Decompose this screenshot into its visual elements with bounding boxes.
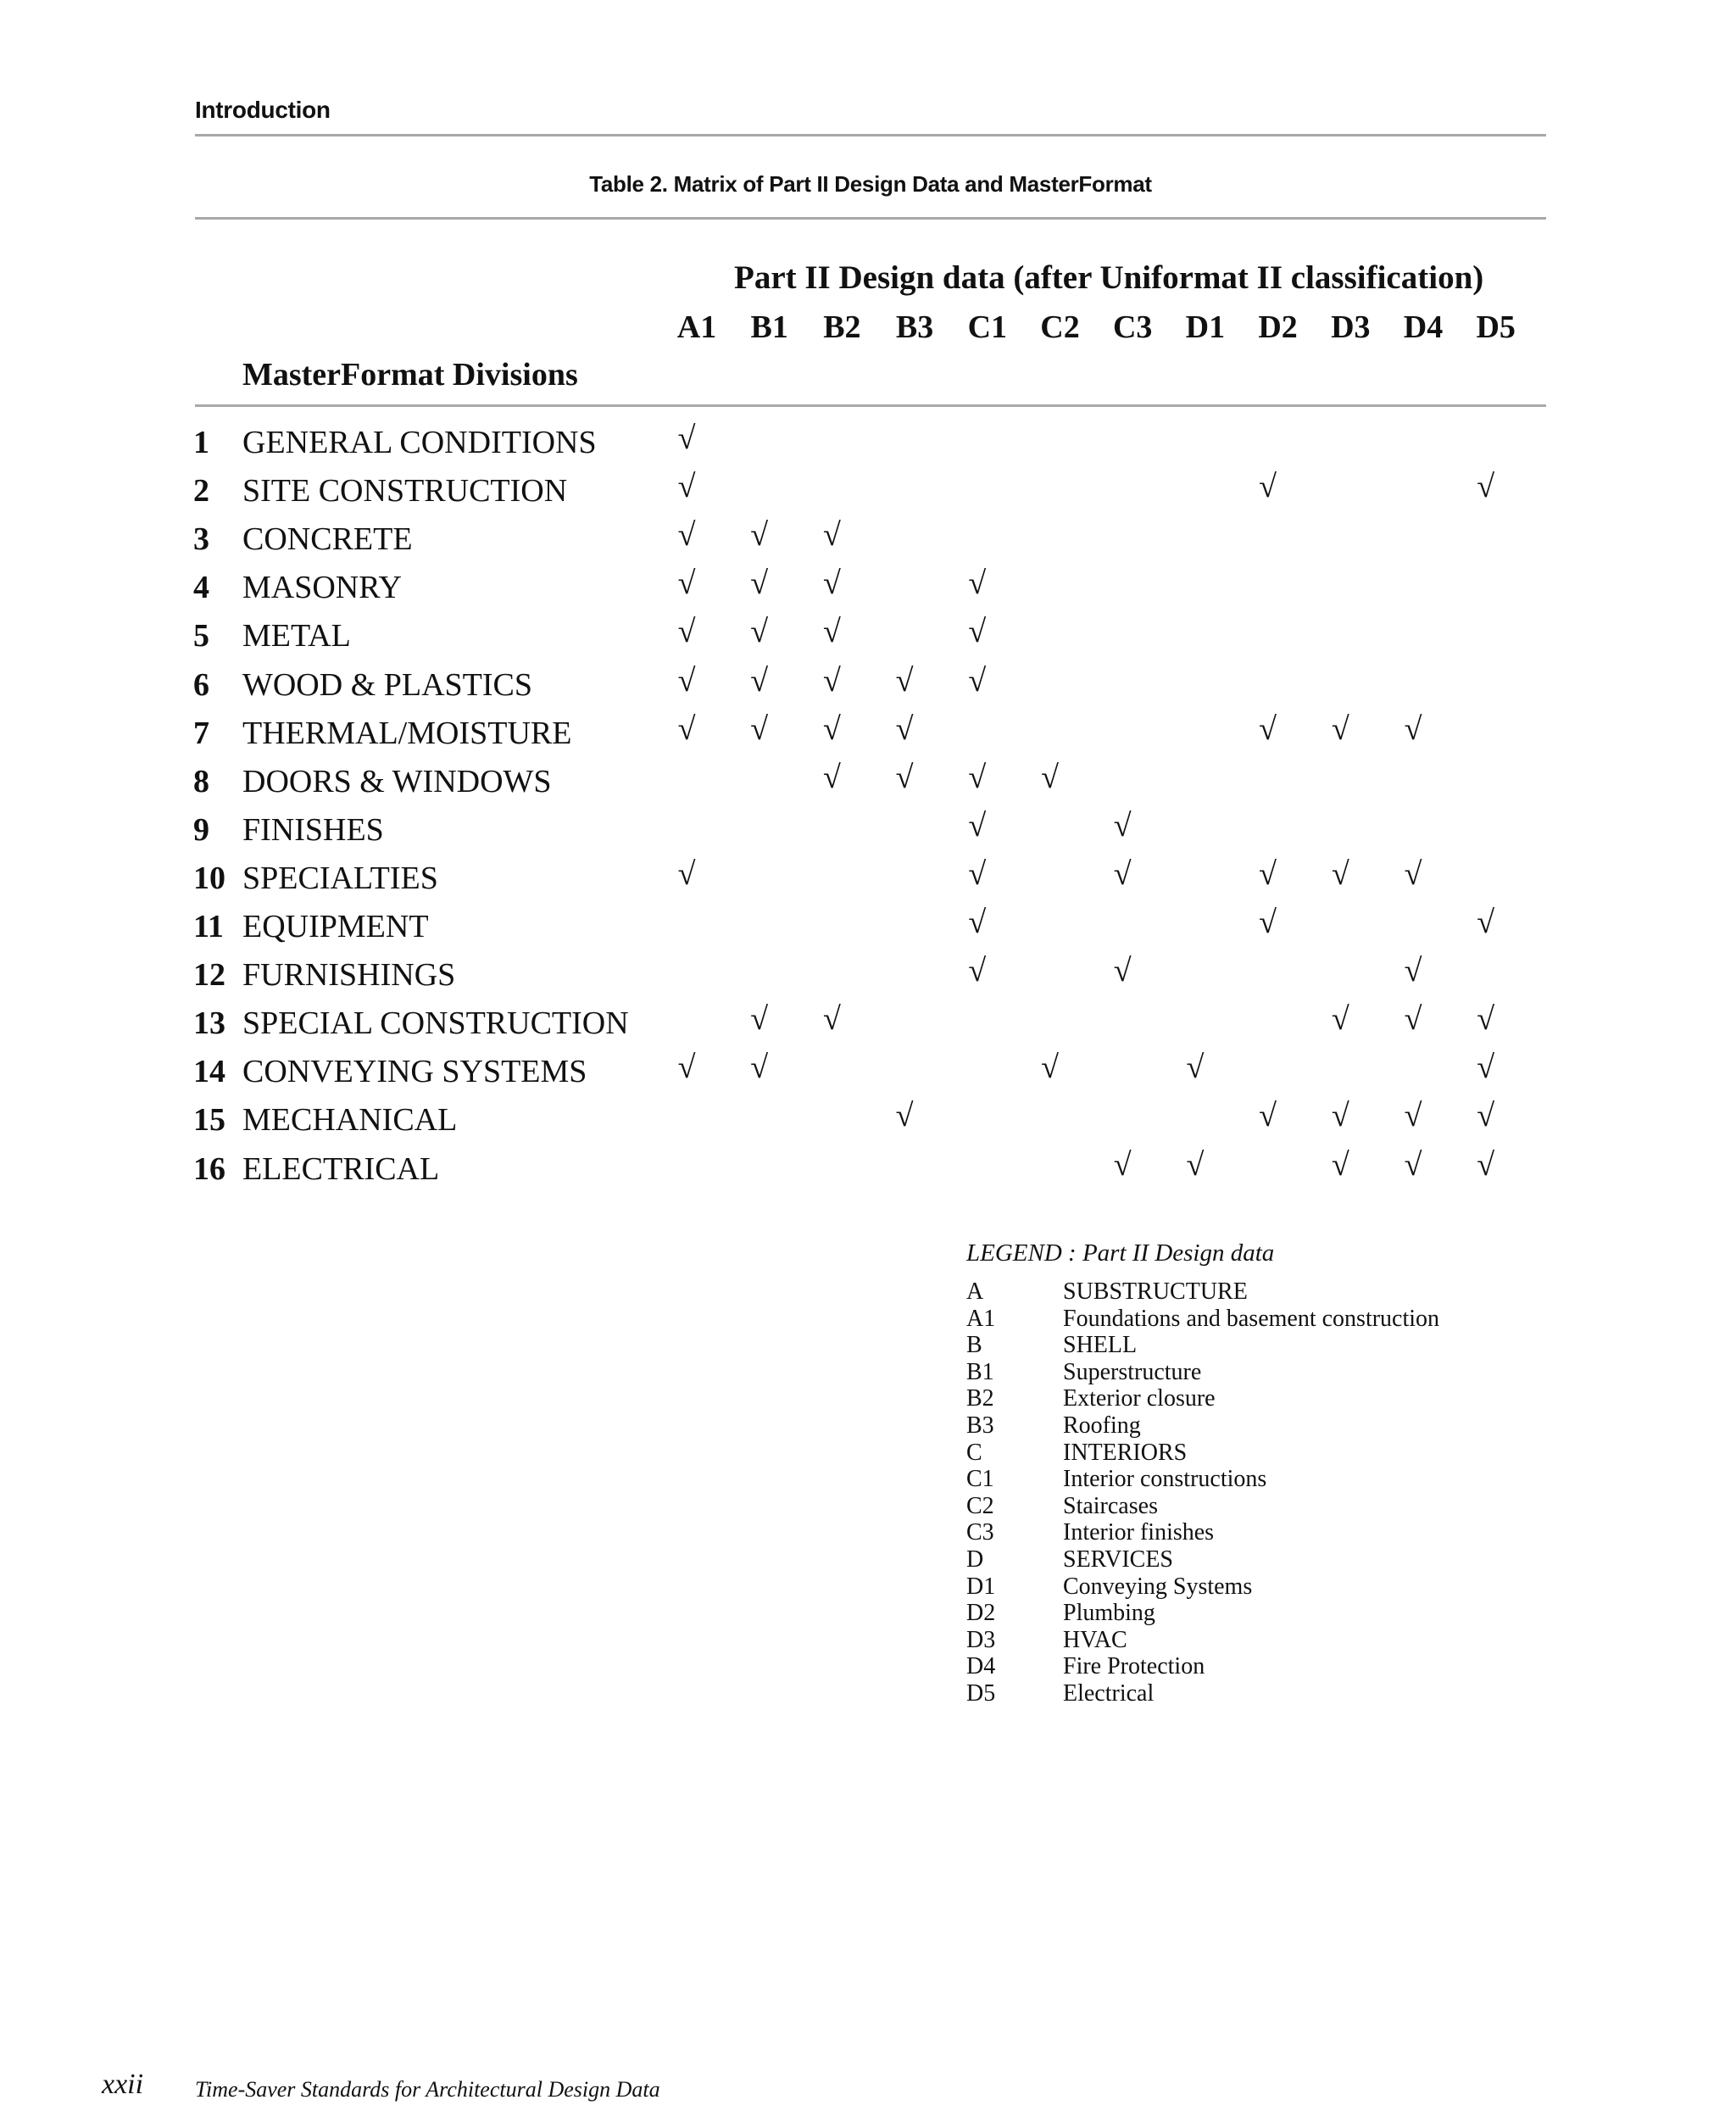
- division-number: 1: [193, 425, 209, 460]
- check-mark-icon: √: [895, 1098, 914, 1134]
- check-mark-icon: √: [1477, 1098, 1495, 1134]
- masterformat-divisions-header: MasterFormat Divisions: [242, 357, 578, 393]
- check-mark-icon: √: [1477, 1001, 1495, 1038]
- division-number: 9: [193, 811, 209, 848]
- check-mark-icon: √: [822, 614, 841, 650]
- check-mark-icon: √: [1331, 1098, 1349, 1134]
- caption-rule: [195, 217, 1546, 220]
- legend-description: SUBSTRUCTURE: [1063, 1278, 1248, 1305]
- check-mark-icon: √: [750, 565, 769, 602]
- check-mark-icon: √: [1113, 953, 1132, 989]
- check-mark-icon: √: [1477, 905, 1495, 940]
- legend-code: B: [966, 1332, 982, 1359]
- legend-description: SERVICES: [1063, 1546, 1174, 1573]
- check-mark-icon: √: [677, 1050, 696, 1086]
- check-mark-icon: √: [1331, 1001, 1349, 1038]
- legend-code: D2: [966, 1600, 996, 1627]
- legend-description: Plumbing: [1063, 1600, 1155, 1627]
- check-mark-icon: √: [822, 1001, 841, 1038]
- legend-code: A1: [966, 1305, 996, 1332]
- check-mark-icon: √: [1477, 1050, 1495, 1086]
- check-mark-icon: √: [895, 710, 914, 747]
- check-mark-icon: √: [1041, 1050, 1059, 1086]
- division-name: SPECIALTIES: [242, 860, 438, 896]
- check-mark-icon: √: [677, 710, 696, 747]
- check-mark-icon: √: [1259, 855, 1277, 892]
- legend-description: Foundations and basement construction: [1063, 1305, 1440, 1332]
- division-name: FINISHES: [242, 811, 384, 848]
- check-mark-icon: √: [677, 517, 696, 554]
- division-name: FURNISHINGS: [242, 957, 456, 994]
- legend-description: Staircases: [1063, 1492, 1158, 1519]
- check-mark-icon: √: [822, 759, 841, 795]
- check-mark-icon: √: [968, 807, 987, 844]
- division-number: 15: [193, 1102, 225, 1139]
- check-mark-icon: √: [1259, 1098, 1277, 1134]
- check-mark-icon: √: [1186, 1050, 1205, 1086]
- column-header-d5: D5: [1476, 309, 1516, 345]
- legend-description: Roofing: [1063, 1412, 1141, 1439]
- legend-code: B2: [966, 1385, 994, 1412]
- division-name: GENERAL CONDITIONS: [242, 425, 597, 460]
- header-rule: [195, 134, 1546, 136]
- column-header-c2: C2: [1040, 309, 1080, 345]
- division-number: 2: [193, 473, 209, 510]
- check-mark-icon: √: [750, 517, 769, 554]
- legend-description: Interior constructions: [1063, 1466, 1267, 1493]
- check-mark-icon: √: [822, 565, 841, 602]
- legend-description: SHELL: [1063, 1332, 1138, 1359]
- book-title: Time-Saver Standards for Architectural Design Data: [195, 2077, 660, 2102]
- check-mark-icon: √: [1113, 855, 1132, 892]
- column-header-d4: D4: [1403, 309, 1444, 345]
- page-number: xxii: [102, 2069, 144, 2100]
- division-number: 5: [193, 618, 209, 654]
- division-name: DOORS & WINDOWS: [242, 763, 552, 799]
- check-mark-icon: √: [1404, 710, 1422, 747]
- check-mark-icon: √: [968, 759, 987, 795]
- column-header-d2: D2: [1258, 309, 1298, 345]
- division-name: MASONRY: [242, 570, 402, 606]
- table-header-rule: [195, 404, 1546, 407]
- section-label: Introduction: [195, 97, 331, 123]
- division-name: ELECTRICAL: [242, 1150, 440, 1187]
- legend-description: Electrical: [1063, 1680, 1155, 1707]
- legend-code: C: [966, 1439, 982, 1466]
- check-mark-icon: √: [1404, 1146, 1422, 1183]
- check-mark-icon: √: [1404, 1098, 1422, 1134]
- check-mark-icon: √: [1259, 710, 1277, 747]
- column-header-b1: B1: [750, 309, 788, 345]
- check-mark-icon: √: [822, 662, 841, 699]
- division-name: CONVEYING SYSTEMS: [242, 1054, 587, 1090]
- check-mark-icon: √: [1113, 807, 1132, 844]
- division-number: 7: [193, 715, 209, 751]
- check-mark-icon: √: [895, 759, 914, 795]
- check-mark-icon: √: [1477, 469, 1495, 505]
- legend-code: D: [966, 1546, 984, 1573]
- design-data-header: Part II Design data (after Uniformat II classification): [734, 259, 1484, 296]
- check-mark-icon: √: [1186, 1146, 1205, 1183]
- legend-code: D5: [966, 1680, 996, 1707]
- legend-code: B3: [966, 1412, 994, 1439]
- column-header-c1: C1: [967, 309, 1008, 345]
- division-name: SITE CONSTRUCTION: [242, 473, 568, 510]
- check-mark-icon: √: [1259, 469, 1277, 505]
- division-name: METAL: [242, 618, 351, 654]
- check-mark-icon: √: [822, 517, 841, 554]
- table-caption: Table 2. Matrix of Part II Design Data and MasterFormat: [589, 171, 1152, 197]
- check-mark-icon: √: [750, 662, 769, 699]
- division-number: 8: [193, 763, 209, 799]
- check-mark-icon: √: [895, 662, 914, 699]
- division-number: 10: [193, 860, 225, 896]
- check-mark-icon: √: [968, 565, 987, 602]
- check-mark-icon: √: [677, 565, 696, 602]
- check-mark-icon: √: [968, 855, 987, 892]
- legend-code: D4: [966, 1653, 996, 1680]
- division-number: 11: [193, 909, 224, 944]
- check-mark-icon: √: [750, 710, 769, 747]
- legend-description: Fire Protection: [1063, 1653, 1205, 1680]
- check-mark-icon: √: [677, 421, 696, 456]
- check-mark-icon: √: [1041, 759, 1059, 795]
- legend-description: INTERIORS: [1063, 1439, 1188, 1466]
- legend-code: C1: [966, 1466, 994, 1493]
- check-mark-icon: √: [968, 614, 987, 650]
- division-name: WOOD & PLASTICS: [242, 666, 533, 703]
- check-mark-icon: √: [968, 905, 987, 940]
- column-header-a1: A1: [676, 309, 717, 345]
- check-mark-icon: √: [750, 1050, 769, 1086]
- division-name: SPECIAL CONSTRUCTION: [242, 1005, 629, 1042]
- check-mark-icon: √: [1477, 1146, 1495, 1183]
- check-mark-icon: √: [677, 855, 696, 892]
- legend-description: Conveying Systems: [1063, 1573, 1253, 1600]
- column-header-b2: B2: [823, 309, 861, 345]
- division-name: CONCRETE: [242, 521, 413, 558]
- check-mark-icon: √: [1404, 855, 1422, 892]
- check-mark-icon: √: [1331, 1146, 1349, 1183]
- check-mark-icon: √: [822, 710, 841, 747]
- division-number: 12: [193, 957, 225, 994]
- legend-code: B1: [966, 1358, 994, 1385]
- check-mark-icon: √: [677, 469, 696, 505]
- check-mark-icon: √: [968, 662, 987, 699]
- division-number: 4: [193, 570, 209, 606]
- column-header-b3: B3: [895, 309, 934, 345]
- legend-title: LEGEND : Part II Design data: [966, 1239, 1275, 1267]
- check-mark-icon: √: [1404, 1001, 1422, 1038]
- legend-code: D1: [966, 1573, 996, 1600]
- division-number: 3: [193, 521, 209, 558]
- check-mark-icon: √: [1259, 905, 1277, 940]
- division-name: EQUIPMENT: [242, 909, 429, 944]
- legend-code: C2: [966, 1492, 994, 1519]
- legend-code: C3: [966, 1519, 994, 1546]
- division-number: 13: [193, 1005, 225, 1042]
- legend-code: A: [966, 1278, 984, 1305]
- legend-code: D3: [966, 1626, 996, 1653]
- column-header-c3: C3: [1112, 309, 1153, 345]
- column-header-d1: D1: [1185, 309, 1226, 345]
- check-mark-icon: √: [677, 614, 696, 650]
- division-number: 14: [193, 1054, 225, 1090]
- division-name: THERMAL/MOISTURE: [242, 715, 572, 751]
- check-mark-icon: √: [1331, 710, 1349, 747]
- check-mark-icon: √: [1113, 1146, 1132, 1183]
- legend-description: Superstructure: [1063, 1358, 1202, 1385]
- check-mark-icon: √: [677, 662, 696, 699]
- legend-description: Interior finishes: [1063, 1519, 1215, 1546]
- check-mark-icon: √: [750, 614, 769, 650]
- legend-description: HVAC: [1063, 1626, 1127, 1653]
- check-mark-icon: √: [968, 953, 987, 989]
- check-mark-icon: √: [1331, 855, 1349, 892]
- legend-description: Exterior closure: [1063, 1385, 1216, 1412]
- division-number: 6: [193, 666, 209, 703]
- check-mark-icon: √: [750, 1001, 769, 1038]
- column-header-d3: D3: [1331, 309, 1371, 345]
- check-mark-icon: √: [1404, 953, 1422, 989]
- division-name: MECHANICAL: [242, 1102, 458, 1139]
- division-number: 16: [193, 1150, 225, 1187]
